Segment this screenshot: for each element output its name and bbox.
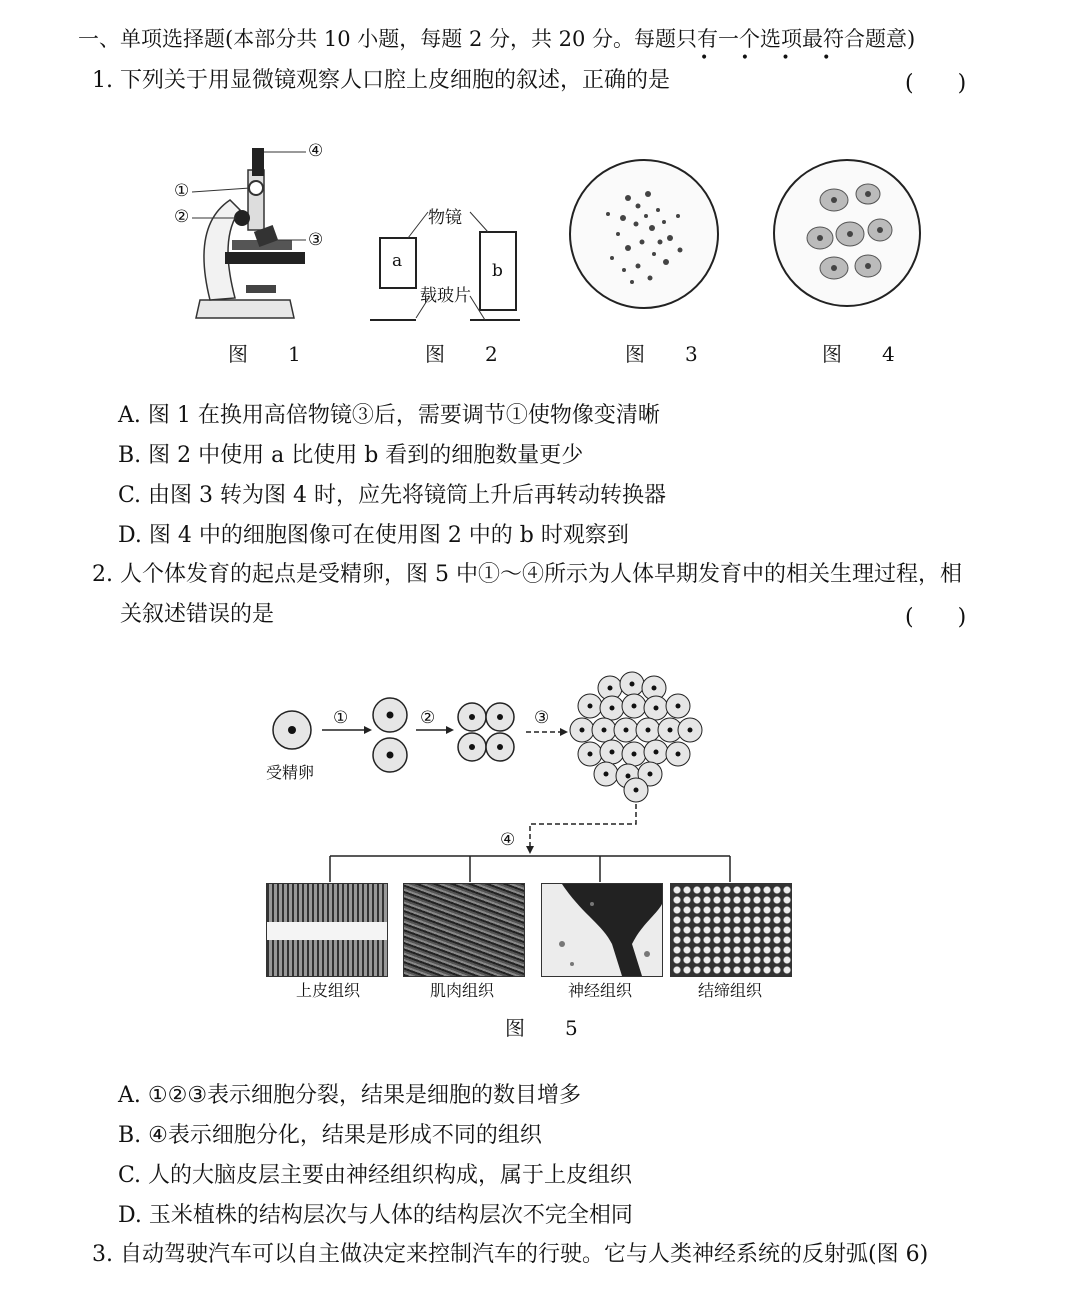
q2-option-b[interactable]: B. ④表示细胞分化，结果是形成不同的组织 xyxy=(118,1123,542,1148)
q2-number: 2. xyxy=(92,562,113,587)
fig1-label-1: ① xyxy=(174,181,190,201)
fig1-label-3: ③ xyxy=(308,230,324,250)
emphasis-dots: • • • • xyxy=(700,50,845,66)
step-4-label: ④ xyxy=(500,830,516,850)
fig2-slide-label: 载玻片 xyxy=(420,286,471,306)
step-1-label: ① xyxy=(333,708,349,728)
q1-number: 1. xyxy=(92,68,113,93)
fig1-label-4: ④ xyxy=(308,141,324,161)
q3-stem: 自动驾驶汽车可以自主做决定来控制汽车的行驶。它与人类神经系统的反射弧(图 6) xyxy=(120,1242,929,1267)
fig2-lens-b: b xyxy=(492,261,503,281)
fig1-label-2: ② xyxy=(174,207,190,227)
nerve-tissue-image xyxy=(541,883,663,977)
fig5-caption: 图 5 xyxy=(505,1016,588,1040)
fig3-caption: 图 3 xyxy=(625,342,708,366)
section-title: 一、单项选择题(本部分共 10 小题，每题 2 分，共 20 分。每题只有一个选项最符合题意) xyxy=(78,27,916,51)
q2-option-d[interactable]: D. 玉米植株的结构层次与人体的结构层次不完全相同 xyxy=(118,1203,633,1228)
fig2-objective-label: 物镜 xyxy=(428,208,462,228)
q1-option-a[interactable]: A. 图 1 在换用高倍物镜③后，需要调节①使物像变清晰 xyxy=(118,403,660,428)
tissue-label-connective: 结缔组织 xyxy=(698,981,763,1000)
step-2-label: ② xyxy=(420,708,436,728)
micrograph-high-power xyxy=(772,158,922,308)
q2-stem-line1: 人个体发育的起点是受精卵，图 5 中①～④所示为人体早期发育中的相关生理过程，相 xyxy=(120,562,962,587)
fig4-caption: 图 4 xyxy=(822,342,905,366)
fig2-lens-a: a xyxy=(392,251,403,271)
step-3-label: ③ xyxy=(534,708,550,728)
connective-tissue-image xyxy=(670,883,792,977)
epithelial-tissue-image xyxy=(266,883,388,977)
q2-option-c[interactable]: C. 人的大脑皮层主要由神经组织构成，属于上皮组织 xyxy=(118,1163,633,1188)
q1-option-d[interactable]: D. 图 4 中的细胞图像可在使用图 2 中的 b 时观察到 xyxy=(118,523,629,548)
tissue-label-epithelial: 上皮组织 xyxy=(296,981,361,1000)
zygote-label: 受精卵 xyxy=(266,763,315,782)
fig2-caption: 图 2 xyxy=(425,342,508,366)
q2-answer-paren: ( ) xyxy=(905,605,967,630)
micrograph-low-power xyxy=(568,158,720,310)
q1-answer-paren: ( ) xyxy=(905,71,967,96)
q3-number: 3. xyxy=(92,1242,113,1267)
q1-option-b[interactable]: B. 图 2 中使用 a 比使用 b 看到的细胞数量更少 xyxy=(118,443,584,468)
fig1-caption: 图 1 xyxy=(228,342,311,366)
muscle-tissue-image xyxy=(403,883,525,977)
tissue-label-muscle: 肌肉组织 xyxy=(430,981,495,1000)
q1-option-c[interactable]: C. 由图 3 转为图 4 时，应先将镜筒上升后再转动转换器 xyxy=(118,483,667,508)
q2-stem-line2: 关叙述错误的是 xyxy=(120,602,275,627)
development-diagram xyxy=(260,660,800,890)
tissue-label-nerve: 神经组织 xyxy=(568,981,633,1000)
q2-option-a[interactable]: A. ①②③表示细胞分裂，结果是细胞的数目增多 xyxy=(118,1083,582,1108)
q1-stem: 下列关于用显微镜观察人口腔上皮细胞的叙述，正确的是 xyxy=(120,68,671,93)
